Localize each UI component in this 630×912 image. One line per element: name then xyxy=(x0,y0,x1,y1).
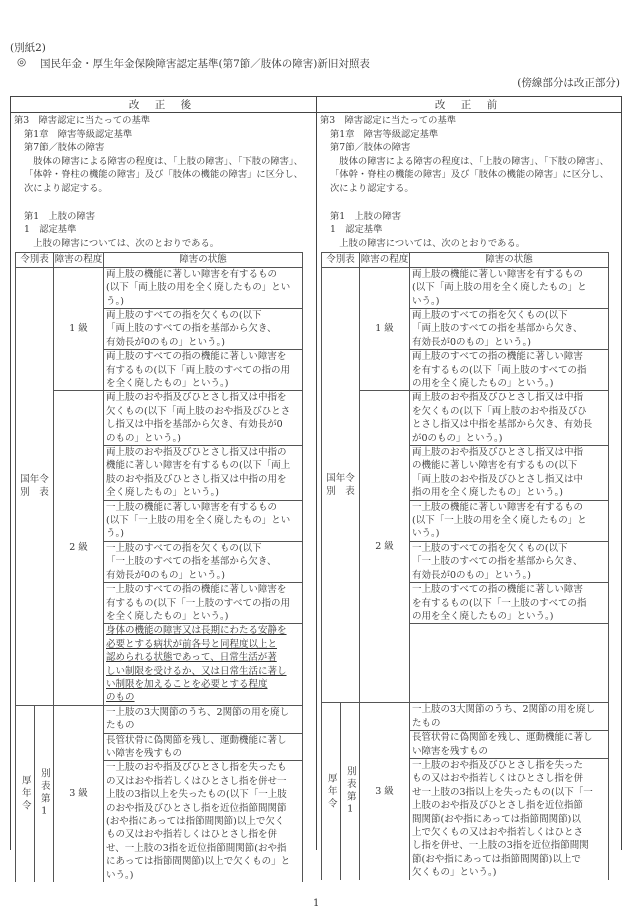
intro-criteria-text: 上肢の障害については、次のとおりである。 xyxy=(24,237,220,249)
grade-g1: 1 級 xyxy=(54,267,104,391)
intro-criteria: 1 認定基準 xyxy=(24,224,77,236)
intro-subsection: 第7節／肢体の障害 xyxy=(330,142,411,154)
grade-g2: 2 級 xyxy=(54,391,104,705)
state-cell-g1-1: 両上肢の機能に著しい障害を有するもの (以下「両上肢の用を全く廃したもの」と いう。) xyxy=(410,267,609,308)
intro-spacer xyxy=(320,196,620,210)
state-cell-g3-2: 長管状骨に偽関節を残し、運動機能に著し い障害を残すもの xyxy=(104,733,303,761)
law-kokunen: 国年令 別 表 xyxy=(16,267,54,705)
state-cell-g2-4: 一上肢のすべての指を欠くもの(以下 「一上肢のすべての指を基部から欠き、 有効長が0のもの」という。) xyxy=(104,541,303,582)
grade-g2: 2 級 xyxy=(360,391,410,703)
intro-section: 第3 障害認定に当たっての基準 xyxy=(320,115,457,126)
state-cell-g2-1: 両上肢のおや指及びひとさし指又は中指 を欠くもの(以下「両上肢のおや指及びひ とさし指又は中指を基部から欠き、有効長 が0のもの」という。) xyxy=(410,391,609,446)
state-cell-g2-5: 一上肢のすべての指の機能に著しい障害 を有するもの(以下「一上肢のすべての指 の用を全く廃したもの」という。) xyxy=(410,583,609,624)
law-kosei: 厚年令 xyxy=(322,703,341,880)
intro-spacer xyxy=(14,196,314,210)
law-kosei: 厚年令 xyxy=(16,705,35,882)
header-divider xyxy=(10,112,622,113)
intro-paragraph: 肢体の障害による障害の程度は、「上肢の障害」、「下肢の障害」、 「体幹・脊柱の機能の障害」及び「肢体の機能の障害」に区分し、 次により認定する。 xyxy=(24,155,303,194)
disability-table xyxy=(15,252,303,882)
title-mark: ◎ xyxy=(17,56,27,68)
law-kosei-table: 別表第1 xyxy=(341,703,360,880)
table-row xyxy=(322,267,609,308)
header-grade: 障害の程度 xyxy=(54,254,103,266)
state-cell-g2-5: 一上肢のすべての指の機能に著しい障害を 有するもの(以下「一上肢のすべての指の用 を全く廃したもの」という。) xyxy=(104,583,303,624)
state-cell-g2-6 xyxy=(410,624,609,703)
intro-subsection: 第7節／肢体の障害 xyxy=(24,142,105,154)
table-row xyxy=(322,391,609,446)
revision-note: (傍線部分は改正部分) xyxy=(517,77,620,89)
intro-chapter: 第1章 障害等級認定基準 xyxy=(24,128,133,140)
state-cell-g1-2: 両上肢のすべての指を欠くもの(以下 「両上肢のすべての指を基部から欠き、 有効長が0のもの」という。) xyxy=(104,308,303,349)
grade-g3: 3 級 xyxy=(54,705,104,882)
intro-criteria-text: 上肢の障害については、次のとおりである。 xyxy=(330,237,526,249)
header-state: 障害の状態 xyxy=(104,253,303,267)
state-cell-g3-1: 一上肢の3大関節のうち、2関節の用を廃し たもの xyxy=(410,703,609,731)
header-law: 令別表 xyxy=(16,253,54,267)
table-row xyxy=(16,267,303,308)
state-cell-g2-3: 一上肢の機能に著しい障害を有するもの (以下「一上肢の用を全く廃したもの」と いう。) xyxy=(410,500,609,541)
intro-part: 第1 上肢の障害 xyxy=(24,210,95,222)
column-header-after: 改 正 後 xyxy=(128,99,198,111)
state-cell-g3-3: 一上肢のおや指及びひとさし指を失ったも の又はおや指若しくはひとさし指を併せ一 上肢の3指以上を失ったもの(以下「一上肢 のおや指及びひとさし指を近位指節間関節 (おや指にあっては指節間関節)以上で欠く もの又はおや指若しくはひとさし指を併 せ、一上肢の3指を近位指節間関節(おや指 にあっては指節間関節)以上で欠くもの」と いう。) xyxy=(104,761,303,882)
intro-paragraph: 肢体の障害による障害の程度は、「上肢の障害」、「下肢の障害」、 「体幹・脊柱の機能の障害」及び「肢体の機能の障害」に区分し、 次により認定する。 xyxy=(330,155,609,194)
table-row xyxy=(322,703,609,731)
state-cell-g2-3: 一上肢の機能に著しい障害を有するもの (以下「一上肢の用を全く廃したもの」とい う。) xyxy=(104,500,303,541)
state-cell-g2-2: 両上肢のおや指及びひとさし指又は中指の 機能に著しい障害を有するもの(以下「両上 肢のおや指及びひとさし指又は中指の用を 全く廃したもの」という。) xyxy=(104,446,303,501)
document-title: 国民年金・厚生年金保険障害認定基準(第7節／肢体の障害)新旧対照表 xyxy=(40,58,370,70)
state-cell-g1-2: 両上肢のすべての指を欠くもの(以下 「両上肢のすべての指を基部から欠き、 有効長が0のもの」という。) xyxy=(410,308,609,349)
before-column xyxy=(320,114,620,880)
state-cell-g3-1: 一上肢の3大関節のうち、2関節の用を廃し たもの xyxy=(104,705,303,733)
page-number: 1 xyxy=(313,898,320,909)
table-header-row xyxy=(322,253,609,267)
state-cell-g2-2: 両上肢のおや指及びひとさし指又は中指 の機能に著しい障害を有するもの(以下 「両上肢のおや指及びひとさし指又は中 指の用を全く廃したもの」という。) xyxy=(410,446,609,501)
header-law: 令別表 xyxy=(322,253,360,267)
table-row xyxy=(16,391,303,446)
table-row xyxy=(16,705,303,733)
state-cell-g3-3: 一上肢のおや指及びひとさし指を失った もの又はおや指若しくはひとさし指を併 せ一上肢の3指以上を失ったもの(以下「一 上肢のおや指及びひとさし指を近位指節 間関節(おや指にあっては指節間関節)以 上で欠くもの又はおや指若しくはひとさ し指を併せ、一上肢の3指を近位指節間関 節(おや指にあっては指節間関節)以上で 欠くもの」という。) xyxy=(410,758,609,879)
grade-g3: 3 級 xyxy=(360,703,410,880)
header-grade: 障害の程度 xyxy=(360,254,409,266)
intro-criteria: 1 認定基準 xyxy=(330,224,383,236)
column-divider xyxy=(316,96,317,850)
intro-section: 第3 障害認定に当たっての基準 xyxy=(14,115,151,126)
after-column xyxy=(14,114,314,882)
law-kosei-table: 別表第1 xyxy=(35,705,54,882)
state-cell-g3-2: 長管状骨に偽関節を残し、運動機能に著し い障害を残すもの xyxy=(410,731,609,759)
header-state: 障害の状態 xyxy=(410,253,609,267)
state-cell-g1-1: 両上肢の機能に著しい障害を有するもの (以下「両上肢の用を全く廃したもの」とい う。) xyxy=(104,267,303,308)
law-kokunen: 国年令 別 表 xyxy=(322,267,360,703)
state-cell-g2-1: 両上肢のおや指及びひとさし指又は中指を 欠くもの(以下「両上肢のおや指及びひとさ し指又は中指を基部から欠き、有効長が0 のもの」という。) xyxy=(104,391,303,446)
disability-table xyxy=(321,252,609,879)
state-cell-g2-4: 一上肢のすべての指を欠くもの(以下 「一上肢のすべての指を基部から欠き、 有効長が0のもの」という。) xyxy=(410,541,609,582)
state-cell-g1-3: 両上肢のすべての指の機能に著しい障害を 有するもの(以下「両上肢のすべての指の用 を全く廃したもの」という。) xyxy=(104,350,303,391)
column-header-before: 改 正 前 xyxy=(434,99,504,111)
attachment-label: (別紙2) xyxy=(10,42,46,54)
state-cell-g1-3: 両上肢のすべての指の機能に著しい障害 を有するもの(以下「両上肢のすべての指 の用を全く廃したもの」という。) xyxy=(410,350,609,391)
state-cell-amended: 身体の機能の障害又は長期にわたる安静を 必要とする病状が前各号と同程度以上と 認められる状態であって、日常生活が著 しい制限を受けるか、又は日常生活に著し い制限を加えることを必要とする程度 のもの xyxy=(104,624,303,705)
table-header-row xyxy=(16,253,303,267)
intro-chapter: 第1章 障害等級認定基準 xyxy=(330,128,439,140)
grade-g1: 1 級 xyxy=(360,267,410,391)
intro-part: 第1 上肢の障害 xyxy=(330,210,401,222)
